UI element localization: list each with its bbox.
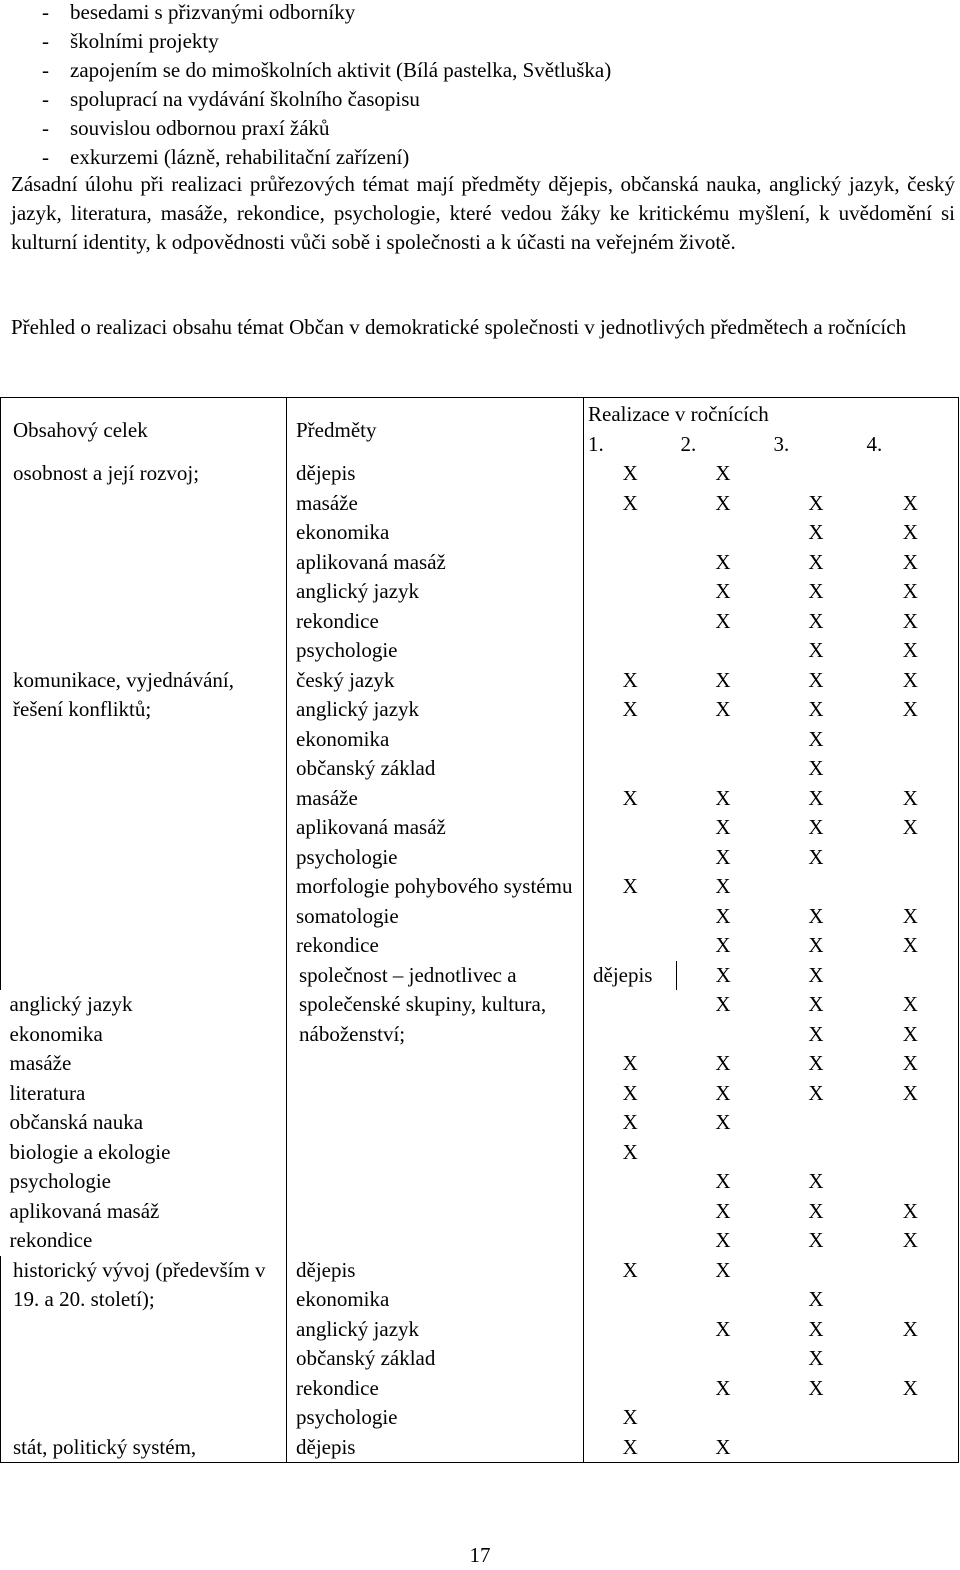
cell-predmet: dějepis xyxy=(287,1256,584,1286)
cell-predmet: psychologie xyxy=(287,636,584,666)
cell-predmet: dějepis xyxy=(584,961,677,991)
cell-year-1 xyxy=(584,1344,677,1374)
page-number: 17 xyxy=(469,1543,491,1567)
cell-year-1 xyxy=(584,1020,677,1050)
bullet-item: - besedami s přizvanými odborníky xyxy=(40,0,611,27)
cell-year-2 xyxy=(677,1138,770,1168)
cell-year-1 xyxy=(584,990,677,1020)
cell-year-1 xyxy=(584,902,677,932)
header-predmety: Předměty xyxy=(287,398,584,460)
cell-year-2: X xyxy=(715,1198,731,1223)
table-row xyxy=(1,1433,959,1463)
cell-year-3 xyxy=(770,1108,863,1138)
cell-predmet: občanský základ xyxy=(287,754,584,784)
cell-predmet: český jazyk xyxy=(287,666,584,696)
cell-year-3: X xyxy=(808,1051,824,1075)
cell-predmet: ekonomika xyxy=(287,1285,584,1315)
cell-year-2: X xyxy=(677,1433,770,1463)
cell-year-3: X xyxy=(808,608,824,633)
cell-year-3: X xyxy=(808,1228,824,1252)
cell-year-1: X xyxy=(622,1139,638,1164)
header-year-3: 3. xyxy=(773,431,790,456)
cell-predmet: somatologie xyxy=(287,902,584,932)
header-year-2: 2. xyxy=(680,431,697,456)
cell-year-2: X xyxy=(715,1051,731,1075)
cell-year-3: X xyxy=(808,844,824,869)
cell-year-1: X xyxy=(622,1405,638,1429)
cell-year-2: X xyxy=(715,608,731,633)
cell-year-3 xyxy=(770,872,863,902)
cell-year-3: X xyxy=(808,490,824,515)
cell-year-2 xyxy=(677,754,770,784)
cell-year-3: X xyxy=(808,933,824,957)
cell-year-3 xyxy=(770,1433,863,1463)
cell-year-4: X xyxy=(863,784,959,814)
cell-year-2: X xyxy=(715,490,731,515)
cell-predmet: anglický jazyk xyxy=(287,1315,584,1345)
cell-year-4: X xyxy=(863,1079,959,1109)
cell-year-1 xyxy=(584,607,677,637)
cell-predmet: anglický jazyk xyxy=(287,577,584,607)
cell-predmet: občanská nauka xyxy=(1,1108,287,1138)
cell-predmet: anglický jazyk xyxy=(1,990,287,1020)
cell-year-2: X xyxy=(715,1080,731,1105)
cell-year-3: X xyxy=(808,1169,824,1193)
cell-year-3 xyxy=(770,459,863,489)
cell-predmet: rekondice xyxy=(287,1374,584,1404)
paragraph-overview-heading: Přehled o realizaci obsahu témat Občan v demokratické společnosti v jednotlivých předmětech a ročnících xyxy=(11,315,907,339)
cell-year-3: X xyxy=(808,638,824,662)
cell-year-1: X xyxy=(622,1110,638,1134)
cell-predmet: biologie a ekologie xyxy=(1,1138,287,1168)
cell-predmet: aplikovaná masáž xyxy=(287,813,584,843)
cell-year-3: X xyxy=(808,579,824,603)
cell-year-2: X xyxy=(715,1110,731,1134)
cell-year-1 xyxy=(584,1226,677,1256)
cell-year-4 xyxy=(863,459,959,489)
cell-year-4: X xyxy=(863,902,959,932)
cell-year-1: X xyxy=(622,490,638,515)
cell-year-4: X xyxy=(863,1226,959,1256)
cell-year-3: X xyxy=(808,1346,824,1370)
cell-predmet: dějepis xyxy=(287,459,584,489)
cell-obsahovy-celek: stát, politický systém, xyxy=(1,1433,287,1463)
cell-predmet: psychologie xyxy=(287,843,584,873)
cell-year-4: X xyxy=(863,695,959,725)
cell-year-4: X xyxy=(863,1374,959,1404)
cell-year-3: X xyxy=(808,1021,824,1046)
cell-year-3: X xyxy=(808,1316,824,1341)
bullet-item: - spoluprací na vydávání školního časopisu xyxy=(40,85,611,114)
cell-year-4: X xyxy=(863,548,959,578)
cell-predmet: anglický jazyk xyxy=(287,695,584,725)
cell-predmet: literatura xyxy=(1,1079,287,1109)
header-celek: Obsahový celek xyxy=(1,398,287,460)
cell-obsahovy-celek: komunikace, vyjednávání, řešení konfliktů; xyxy=(1,666,287,991)
cell-predmet: rekondice xyxy=(287,931,584,961)
bullet-item: - zapojením se do mimoškolních aktivit (Bílá pastelka, Světluška) xyxy=(40,56,611,85)
cell-year-1 xyxy=(584,518,677,548)
cell-predmet: masáže xyxy=(287,784,584,814)
cell-year-3: X xyxy=(808,756,824,780)
cell-year-1: X xyxy=(622,785,638,810)
cell-year-2: X xyxy=(715,874,731,898)
table-row xyxy=(1,666,959,696)
cell-year-2 xyxy=(677,1403,770,1433)
cell-year-2: X xyxy=(715,815,731,839)
cell-year-4: X xyxy=(863,577,959,607)
cell-year-1 xyxy=(584,1197,677,1227)
cell-year-1 xyxy=(584,548,677,578)
cell-year-2: X xyxy=(715,1316,731,1341)
cell-year-2: X xyxy=(715,697,731,721)
cell-year-2 xyxy=(677,1285,770,1315)
cell-year-4: X xyxy=(863,607,959,637)
header-year-4: 4. xyxy=(863,430,959,460)
cell-predmet: rekondice xyxy=(287,607,584,637)
cell-year-1: X xyxy=(622,461,638,485)
cell-year-1 xyxy=(584,725,677,755)
cell-year-3: X xyxy=(808,815,824,839)
cell-year-1 xyxy=(584,1374,677,1404)
cell-year-4 xyxy=(863,1285,959,1315)
cell-year-2: X xyxy=(715,461,731,485)
cell-year-4 xyxy=(863,1256,959,1286)
cell-year-3 xyxy=(770,1403,863,1433)
cell-year-4 xyxy=(863,1167,959,1197)
cell-predmet: psychologie xyxy=(287,1403,584,1433)
cell-year-3: X xyxy=(808,1080,824,1105)
cell-predmet: ekonomika xyxy=(287,518,584,548)
cell-year-4 xyxy=(863,1403,959,1433)
cell-year-1 xyxy=(584,577,677,607)
cell-year-4: X xyxy=(863,1049,959,1079)
cell-year-3: X xyxy=(808,726,824,751)
cell-year-2 xyxy=(677,518,770,548)
cell-year-4: X xyxy=(863,1197,959,1227)
cell-year-3: X xyxy=(808,697,824,721)
cell-year-1 xyxy=(584,813,677,843)
bullet-list xyxy=(40,0,611,172)
cell-obsahovy-celek: historický vývoj (především v 19. a 20. století); xyxy=(1,1256,287,1433)
table-header-row xyxy=(1,398,959,430)
cell-predmet: aplikovaná masáž xyxy=(287,548,584,578)
cell-year-1: X xyxy=(622,667,638,692)
cell-year-1 xyxy=(584,931,677,961)
cell-year-4 xyxy=(863,725,959,755)
cell-year-4: X xyxy=(863,1020,959,1050)
cell-predmet: morfologie pohybového systému xyxy=(287,872,584,902)
cell-year-4: X xyxy=(863,666,959,696)
cell-predmet: masáže xyxy=(1,1049,287,1079)
cell-year-1: X xyxy=(584,1433,677,1463)
cell-obsahovy-celek: osobnost a její rozvoj; xyxy=(1,459,287,666)
cell-year-1: X xyxy=(622,1257,638,1282)
cell-year-2 xyxy=(677,725,770,755)
cell-year-4 xyxy=(863,872,959,902)
cell-year-4 xyxy=(863,1344,959,1374)
cell-year-2: X xyxy=(715,667,731,692)
cell-year-3: X xyxy=(808,1198,824,1223)
bullet-item: - exkurzemi (lázně, rehabilitační zařízení) xyxy=(40,143,611,172)
cell-year-4: X xyxy=(863,931,959,961)
cell-year-4: X xyxy=(863,518,959,548)
cell-year-3 xyxy=(863,961,959,991)
cell-predmet: rekondice xyxy=(1,1226,287,1256)
cell-year-1 xyxy=(584,636,677,666)
cell-year-3: X xyxy=(808,549,824,574)
cell-predmet: ekonomika xyxy=(1,1020,287,1050)
bullet-item: - souvislou odbornou praxí žáků xyxy=(40,114,611,143)
cell-predmet: masáže xyxy=(287,489,584,519)
cell-year-2: X xyxy=(715,1257,731,1282)
cell-year-1: X xyxy=(622,697,638,721)
cell-obsahovy-celek: společnost – jednotlivec a společenské skupiny, kultura, náboženství; xyxy=(287,961,584,1256)
cell-year-3: X xyxy=(808,667,824,692)
cell-year-4 xyxy=(863,1138,959,1168)
cell-year-1: X xyxy=(715,962,731,987)
cell-year-3: X xyxy=(808,785,824,810)
cell-year-4: X xyxy=(863,1315,959,1345)
cell-year-3: X xyxy=(808,520,824,544)
cell-year-3 xyxy=(770,1138,863,1168)
cell-predmet: občanský základ xyxy=(287,1344,584,1374)
cell-year-2 xyxy=(677,1020,770,1050)
cell-year-2: X xyxy=(715,933,731,957)
cell-year-2: X xyxy=(715,785,731,810)
cell-predmet: ekonomika xyxy=(287,725,584,755)
cell-year-4 xyxy=(863,754,959,784)
cell-year-3: X xyxy=(808,1287,824,1311)
cell-year-2: X xyxy=(715,844,731,869)
cell-year-4 xyxy=(863,1433,959,1463)
cell-year-1 xyxy=(584,1167,677,1197)
cell-year-4: X xyxy=(863,813,959,843)
cell-year-1 xyxy=(584,843,677,873)
paragraph-cross-curricular: Zásadní úlohu při realizaci průřezových témat mají předměty dějepis, občanská nauka, anglický jazyk, český jazyk, literatura, masáže, rekondice, psychologie, které vedou žáky ke kritickému myšlení, k uvědomění si kulturní identity, k odpovědnosti vůči sobě i společnosti a k účasti na veřejném životě. xyxy=(11,172,955,254)
cell-predmet: psychologie xyxy=(1,1167,287,1197)
header-year-1: 1. xyxy=(588,431,604,456)
cell-year-2 xyxy=(677,636,770,666)
cell-year-1 xyxy=(584,754,677,784)
cell-year-1 xyxy=(584,1285,677,1315)
cell-year-3 xyxy=(770,1256,863,1286)
cell-year-2: X xyxy=(715,579,731,603)
cell-year-4 xyxy=(863,843,959,873)
cell-predmet: dějepis xyxy=(287,1433,584,1463)
bullet-item: - školními projekty xyxy=(40,27,611,56)
cell-year-2: X xyxy=(808,962,824,987)
cell-year-3: X xyxy=(808,992,824,1016)
header-realizace: Realizace v ročnících xyxy=(584,398,959,430)
cell-year-4: X xyxy=(863,489,959,519)
cell-year-1: X xyxy=(622,874,638,898)
realization-table xyxy=(0,397,959,1463)
cell-predmet: aplikovaná masáž xyxy=(1,1197,287,1227)
cell-year-3: X xyxy=(808,903,824,928)
cell-year-2: X xyxy=(715,992,731,1016)
cell-year-4: X xyxy=(863,990,959,1020)
cell-year-3: X xyxy=(808,1375,824,1400)
cell-year-2: X xyxy=(715,1375,731,1400)
cell-year-2: X xyxy=(715,549,731,574)
cell-year-1: X xyxy=(622,1080,638,1105)
table-row xyxy=(1,1256,959,1286)
cell-year-1 xyxy=(584,1315,677,1345)
cell-year-4 xyxy=(863,1108,959,1138)
cell-year-2: X xyxy=(715,903,731,928)
cell-year-1: X xyxy=(622,1051,638,1075)
table-row xyxy=(1,459,959,489)
cell-year-4: X xyxy=(863,636,959,666)
cell-year-2 xyxy=(677,1344,770,1374)
cell-year-2: X xyxy=(715,1169,731,1193)
cell-year-2: X xyxy=(715,1228,731,1252)
